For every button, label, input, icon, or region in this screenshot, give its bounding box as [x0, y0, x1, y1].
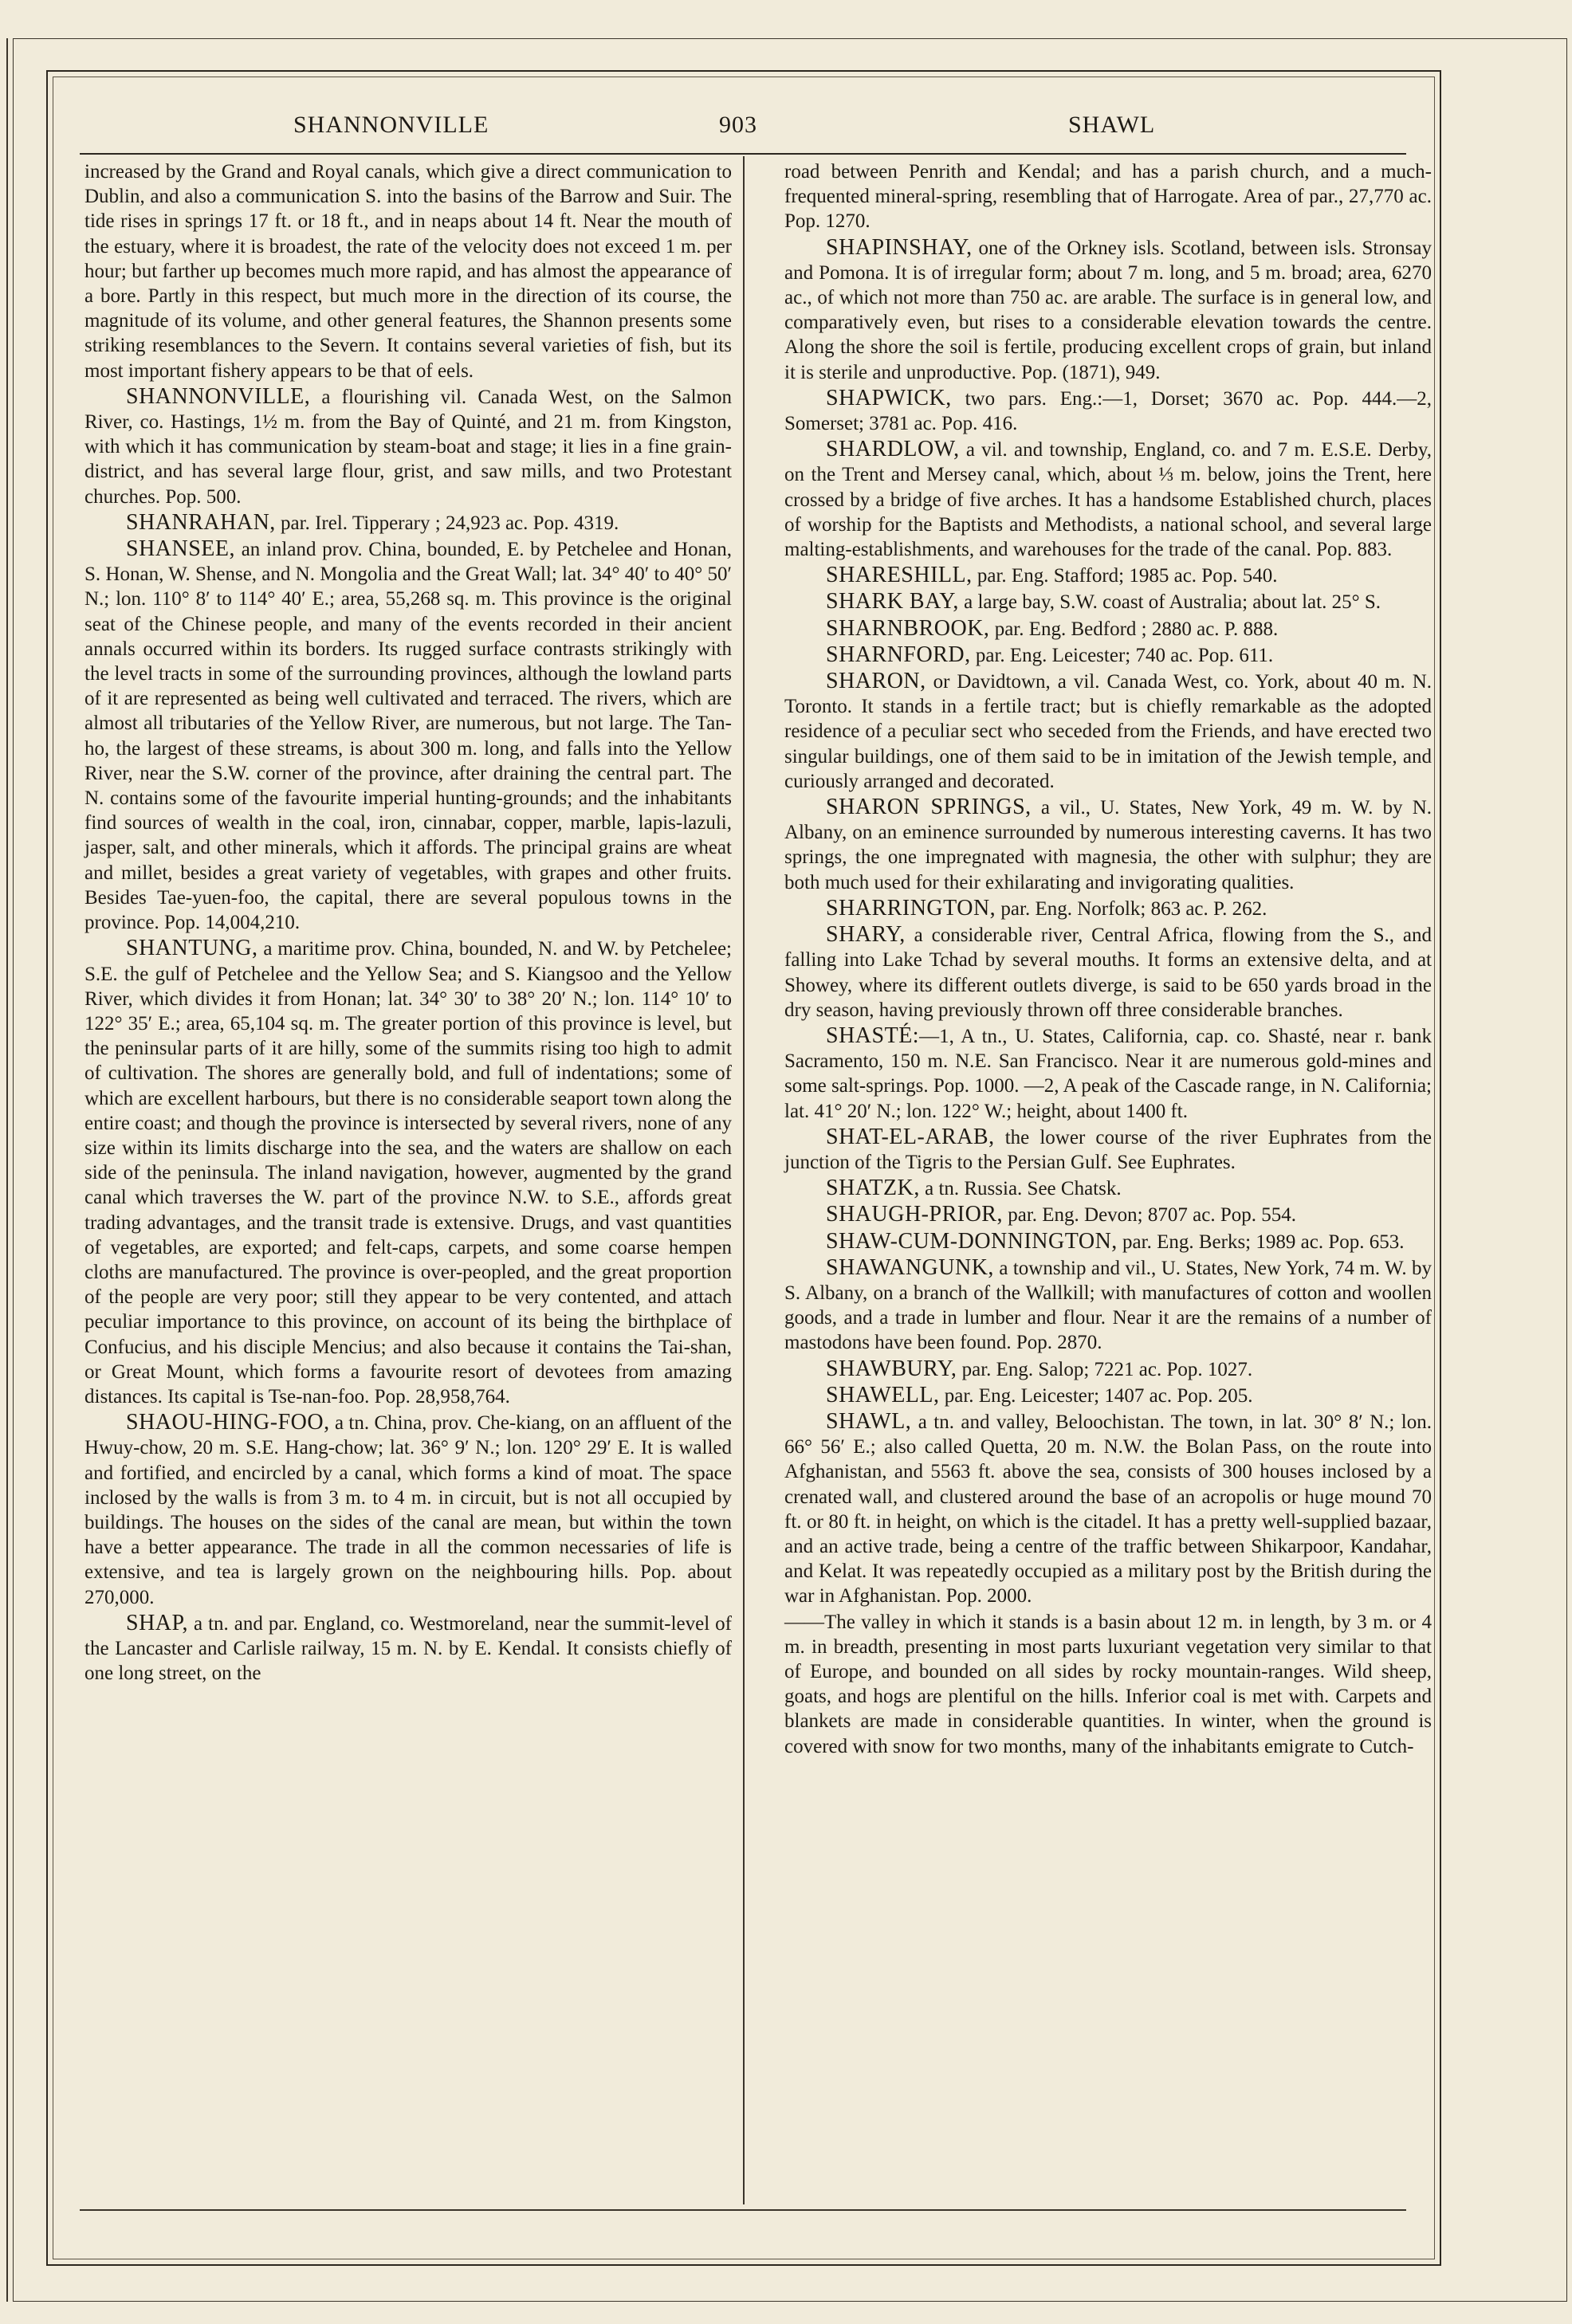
entry-text: par. Eng. Stafford; 1985 ac. Pop. 540.: [972, 565, 1278, 587]
gazetteer-entry: [784, 1229, 1432, 1254]
entry-headword: SHAT-EL-ARAB,: [826, 1124, 995, 1149]
entry-text: a considerable river, Central Africa, flowing from the S., and falling into Lake Tchad by several mouths. It forms an extensive delta, and at Showey, where its different outlets diverge, is said to be 650 yards broad in the dry season, having previously thrown off three considerable branches.: [784, 924, 1432, 1021]
entry-text: or Davidtown, a vil. Canada West, co. York, about 40 m. N. Toronto. It stands in a fertile tract; but is chiefly remarkable as the adopted residence of a peculiar sect who seceded from the Friends, and have erected two singular buildings, one of them said to be in imitation of the Jewish temple, and curiously arranged and decorated.: [784, 671, 1432, 792]
entry-headword: SHAP,: [126, 1610, 188, 1635]
entry-headword: SHAWL,: [826, 1408, 912, 1434]
entry-headword: SHAWBURY,: [826, 1356, 957, 1381]
gazetteer-entry: [84, 1611, 732, 1686]
entry-text: a tn. and valley, Beloochistan. The town, in lat. 30° 8′ N.; lon. 66° 56′ E.; also called Quetta, 20 m. N.W. the Bolan Pass, on the route into Afghanistan, and 5563 ft. above the sea, consists of 300 houses inclosed by a crenated wall, and clustered around the base of an acropolis or huge mound 70 ft. or 80 ft. in height, on which is the citadel. It has a pretty well-supplied bazaar, and an active trade, being a centre of the traffic between Shikarpoor, Kandahar, and Kelat. It was repeatedly occupied as a military post by the British during the war in Afghanistan. Pop. 2000.: [784, 1411, 1432, 1608]
entry-headword: SHAPINSHAY,: [826, 234, 973, 260]
header-left-guideword: SHANNONVILLE: [293, 112, 489, 138]
gazetteer-entry: [784, 1176, 1432, 1201]
gazetteer-entry: [784, 896, 1432, 921]
entry-headword: SHARK BAY,: [826, 589, 959, 614]
page-edge-line: [6, 38, 8, 2302]
entry-headword: SHARON SPRINGS,: [826, 795, 1032, 820]
entry-headword: SHAPWICK,: [826, 385, 952, 410]
gazetteer-entry: [784, 1255, 1432, 1356]
gazetteer-entry: [784, 159, 1432, 234]
gazetteer-entry: [84, 536, 732, 935]
entry-text: par. Irel. Tipperary ; 24,923 ac. Pop. 4319.: [275, 512, 619, 534]
gazetteer-entry: [784, 589, 1432, 614]
entry-text: par. Eng. Devon; 8707 ac. Pop. 554.: [1002, 1204, 1296, 1227]
entry-text: —1, A tn., U. States, California, cap. co. Shasté, near r. bank Sacramento, 150 m. N.E. San Francisco. Near it are numerous gold-mines and some salt-springs. Pop. 1000. —2, A peak of the Cascade range, in N. California; lat. 41° 20′ N.; lon. 122° W.; height, about 1400 ft.: [784, 1025, 1432, 1122]
entry-headword: SHAOU-HING-FOO,: [126, 1410, 330, 1435]
gazetteer-entry: [784, 922, 1432, 1023]
gazetteer-entry: [84, 936, 732, 1409]
entry-headword: SHARNFORD,: [826, 642, 971, 667]
entry-text: increased by the Grand and Royal canals, which give a direct communication to Dublin, and also a communication S. into the basins of the Barrow and Suir. The tide rises in springs 17 ft. or 18 ft., and in neaps about 14 ft. Near the mouth of the estuary, where it is broadest, the rate of the velocity does not exceed 1 m. per hour; but farther up becomes much more rapid, and has almost the appearance of a bore. Partly in this respect, but much more in the direction of its course, the magnitude of its volume, and other general features, the Shannon presents some striking resemblances to the Severn. It contains several varieties of fish, but its most important fishery appears to be that of eels.: [84, 161, 732, 382]
page-number: 903: [719, 112, 757, 138]
gazetteer-entry: [784, 437, 1432, 562]
gazetteer-entry: [84, 510, 732, 536]
gazetteer-entry: [784, 1023, 1432, 1124]
entry-headword: SHARY,: [826, 922, 906, 948]
entry-headword: SHARON,: [826, 669, 926, 694]
entry-headword: SHANTUNG,: [126, 936, 258, 961]
gazetteer-entry: [784, 1409, 1432, 1609]
entry-headword: SHARNBROOK,: [826, 615, 990, 641]
entry-text: a tn. Russia. See Chatsk.: [919, 1178, 1122, 1200]
entry-headword: SHARRINGTON,: [826, 895, 996, 921]
entry-text: a township and vil., U. States, New York, 74 m. W. by S. Albany, on a branch of the Wallkill; with manufactures of cotton and woollen goods, and a trade in lumber and flour. Near it are the remains of a number of mastodons have been found. Pop. 2870.: [784, 1257, 1432, 1354]
gazetteer-entry: [784, 1356, 1432, 1382]
entry-headword: SHANRAHAN,: [126, 509, 276, 535]
entry-text: a vil. and township, England, co. and 7 m. E.S.E. Derby, on the Trent and Mersey canal, which, about ⅓ m. below, joins the Trent, here crossed by a bridge of five arches. It has a handsome Established church, places of worship for the Baptists and Methodists, a national school, and several large malting-establishments, and warehouses for the trade of the canal. Pop. 883.: [784, 439, 1432, 561]
left-column: [84, 159, 732, 1686]
right-column: [784, 159, 1432, 1760]
gazetteer-entry: [784, 616, 1432, 642]
entry-text: road between Penrith and Kendal; and has a parish church, and a much-frequented mineral-spring, resembling that of Harrogate. Area of par., 27,770 ac. Pop. 1270.: [784, 161, 1432, 233]
entry-headword: SHAUGH-PRIOR,: [826, 1202, 1003, 1227]
entry-text: a large bay, S.W. coast of Australia; about lat. 25° S.: [958, 591, 1381, 614]
entry-text: par. Eng. Berks; 1989 ac. Pop. 653.: [1117, 1231, 1405, 1253]
entry-text: par. Eng. Leicester; 1407 ac. Pop. 205.: [939, 1384, 1253, 1407]
entry-text: par. Eng. Leicester; 740 ac. Pop. 611.: [970, 644, 1274, 666]
entry-text: par. Eng. Norfolk; 863 ac. P. 262.: [996, 897, 1267, 920]
gazetteer-entry: [784, 1383, 1432, 1408]
gazetteer-entry: [784, 669, 1432, 794]
header-right-guideword: SHAWL: [1068, 112, 1156, 138]
entry-headword: SHATZK,: [826, 1176, 920, 1201]
bottom-rule: [80, 2209, 1406, 2211]
entry-headword: SHASTÉ:: [826, 1023, 920, 1048]
gazetteer-entry: [84, 1410, 732, 1610]
gazetteer-entry: [784, 563, 1432, 588]
entry-headword: SHANSEE,: [126, 536, 236, 562]
gazetteer-entry: [784, 795, 1432, 895]
entry-text: par. Eng. Bedford ; 2880 ac. P. 888.: [989, 618, 1279, 640]
entry-headword: SHARESHILL,: [826, 563, 973, 588]
entry-text: one of the Orkney isls. Scotland, between isls. Stronsay and Pomona. It is of irregular form; about 7 m. long, and 5 m. broad; area, 6270 ac., of which not more than 750 ac. are arable. The surface is in general low, and comparatively even, but rises to a considerable elevation towards the centre. Along the shore the soil is fertile, producing excellent crops of grain, but inland it is sterile and unproductive. Pop. (1871), 949.: [784, 237, 1432, 383]
entry-headword: SHAW-CUM-DONNINGTON,: [826, 1228, 1118, 1254]
entry-headword: SHAWELL,: [826, 1382, 940, 1407]
entry-text: two pars. Eng.:—1, Dorset; 3670 ac. Pop. 444.—2, Somerset; 3781 ac. Pop. 416.: [784, 387, 1432, 435]
entry-text: a flourishing vil. Canada West, on the Salmon River, co. Hastings, 1½ m. from the Bay of Quinté, and 21 m. from Kingston, with which it has communication by steam-boat and stage; it lies in a fine grain-district, and has several large flour, grist, and saw mills, and two Protestant churches. Pop. 500.: [84, 386, 732, 508]
gazetteer-entry: [84, 159, 732, 383]
entry-headword: SHANNONVILLE,: [126, 383, 311, 409]
entry-text: a tn. and par. England, co. Westmoreland, near the summit-level of the Lancaster and Carlisle railway, 15 m. N. by E. Kendal. It consists chiefly of one long street, on the: [84, 1612, 732, 1685]
header-rule: [80, 153, 1406, 155]
gazetteer-entry: [84, 384, 732, 509]
entry-text: par. Eng. Salop; 7221 ac. Pop. 1027.: [957, 1358, 1253, 1380]
entry-text: a vil., U. States, New York, 49 m. W. by N. Albany, on an eminence surrounded by numerous interesting caverns. It has two springs, the one impregnated with magnesia, the other with sulphur; they are both much used for their exhilarating and invigorating qualities.: [784, 797, 1432, 893]
column-divider: [743, 156, 745, 2204]
entry-headword: SHAWANGUNK,: [826, 1254, 994, 1280]
gazetteer-entry: [784, 1610, 1432, 1759]
entry-text: an inland prov. China, bounded, E. by Petchelee and Honan, S. Honan, W. Shense, and N. Mongolia and the Great Wall; lat. 34° 40′ to 40° 50′ N.; lon. 110° 8′ to 114° 40′ E.; area, 55,268 sq. m. This province is the original seat of the Chinese people, and many of the events recorded in their ancient annals occurred within its borders. Its rugged surface contrasts strikingly with the level tracts in some of the surrounding provinces, although the lowland parts of it are represented as being well cultivated and terraced. The rivers, which are almost all tributaries of the Yellow River, are numerous, but not large. The Tan-ho, the largest of these streams, is about 300 m. long, and falls into the Yellow River, near the S.W. corner of the province, after draining the central part. The N. contains some of the favourite imperial hunting-grounds; and the inhabitants find sources of wealth in the coal, iron, cinnabar, copper, marble, lapis-lazuli, jasper, salt, and other minerals, which it affords. The principal grains are wheat and millet, besides a great variety of vegetables, with grapes and other fruits. Besides Tae-yuen-foo, the capital, there are several populous towns in the province. Pop. 14,004,210.: [84, 539, 732, 934]
entry-text: the lower course of the river Euphrates from the junction of the Tigris to the Persian Gulf. See Euphrates.: [784, 1126, 1432, 1173]
entry-headword: SHARDLOW,: [826, 437, 960, 462]
gazetteer-entry: [784, 235, 1432, 385]
entry-text: ——The valley in which it stands is a basin about 12 m. in length, by 3 m. or 4 m. in breadth, presenting in most parts luxuriant vegetation very similar to that of Europe, and bounded on all sides by rocky mountain-ranges. Wild sheep, goats, and hogs are plentiful on the hills. Inferior coal is met with. Carpets and blankets are made in considerable quantities. In winter, when the ground is covered with snow for two months, many of the inhabitants emigrate to Cutch-: [784, 1611, 1432, 1757]
gazetteer-entry: [784, 642, 1432, 668]
gazetteer-entry: [784, 1125, 1432, 1175]
entry-text: a maritime prov. China, bounded, N. and W. by Petchelee; S.E. the gulf of Petchelee and the Yellow Sea; and S. Kiangsoo and the Yellow River, which divides it from Honan; lat. 34° 30′ to 38° 20′ N.; lon. 114° 10′ to 122° 35′ E.; area, 65,104 sq. m. The greater portion of this province is level, but the peninsular parts of it are hilly, some of the summits rising too high to admit of cultivation. The shores are generally bold, and full of indentations; some of which are excellent harbours, but there is no considerable seaport town along the entire coast; and though the province is intersected by several rivers, none of any size within its limits discharge into the sea, and the waters are shallow on each side of the peninsula. The inland navigation, however, augmented by the grand canal which traverses the W. part of the province N.W. to S.E., affords great trading advantages, and the transit trade is extensive. Drugs, and vast quantities of vegetables, are exported; and felt-caps, carpets, and some coarse hempen cloths are manufactured. The province is over-peopled, and the great proportion of the people are very poor; still they appear to be very contented, and attach peculiar importance to this province, on account of its being the birthplace of Confucius, and his disciple Mencius; and also because it contains the Tai-shan, or Great Mount, which forms a favourite resort of devotees from amazing distances. Its capital is Tse-nan-foo. Pop. 28,958,764.: [84, 938, 732, 1407]
running-header: [80, 112, 1403, 147]
gazetteer-entry: [784, 1202, 1432, 1227]
entry-text: a tn. China, prov. Che-kiang, on an affluent of the Hwuy-chow, 20 m. S.E. Hang-chow; lat. 36° 9′ N.; lon. 120° 29′ E. It is walled and fortified, and encircled by a canal, which forms a kind of moat. The space inclosed by the walls is from 3 m. to 4 m. in circuit, but is not all occupied by buildings. The houses on the sides of the canal are mean, but within the town have a better appearance. The trade in all the common necessaries of life is extensive, and tea is largely grown on the neighbouring hills. Pop. about 270,000.: [84, 1412, 732, 1608]
gazetteer-entry: [784, 386, 1432, 436]
